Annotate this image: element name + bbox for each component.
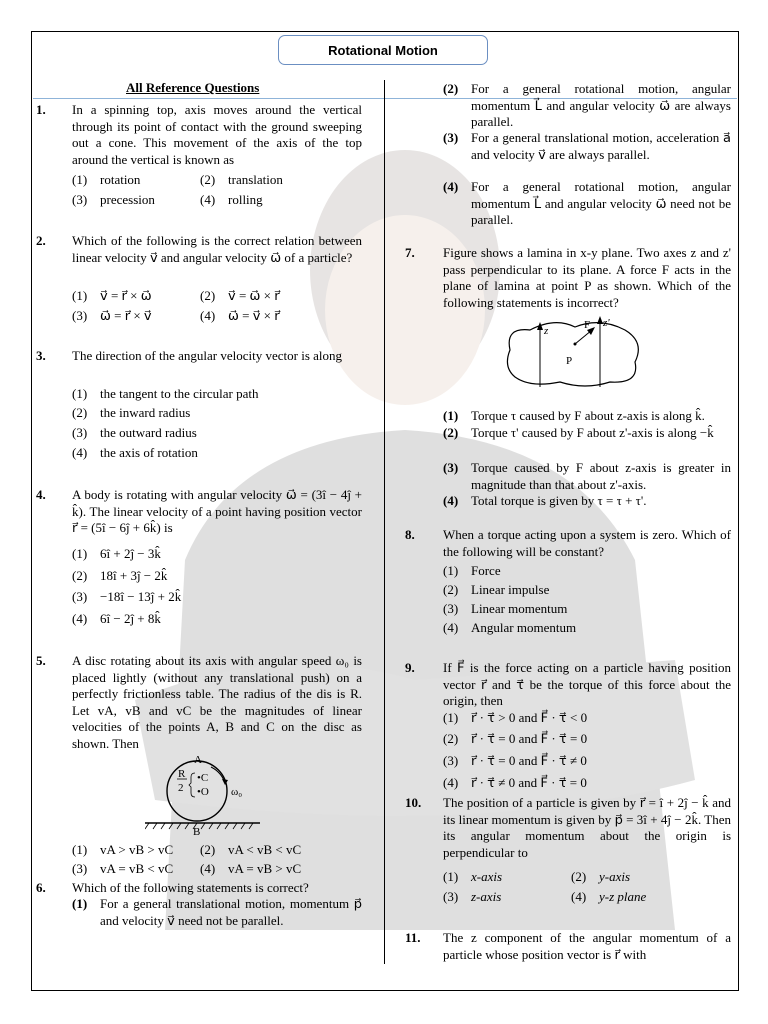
option-2: (2) vA < vB < vC	[200, 842, 302, 857]
option-3: (3) −18î − 13ĵ + 2k̂	[72, 589, 182, 604]
option-2: (2) Linear impulse	[443, 582, 550, 597]
question-text: A disc rotating about its axis with angular speed ω₀ is placed lightly (without any translational push) on a perfectly frictionless table. The radius of the dis is R. Let vA, vB and vC be the magnitudes of linear velocities of the points A, B and C on the disc as shown. Then	[72, 653, 362, 751]
label-A: A	[194, 755, 202, 766]
question-number: 1.	[36, 102, 46, 117]
option-4: (4) rolling	[200, 192, 263, 207]
option-3: (3) Linear momentum	[443, 601, 568, 616]
question-number: 6.	[36, 880, 46, 895]
option-3: (3) precession	[72, 192, 155, 207]
disc-figure	[145, 755, 265, 835]
question-number: 8.	[405, 527, 415, 542]
lamina-figure	[500, 312, 650, 392]
question-number: 5.	[36, 653, 46, 668]
option-3: (3) the outward radius	[72, 425, 197, 440]
label-2: 2	[178, 782, 184, 794]
option-3: (3) z-axis	[443, 889, 502, 904]
option-2: (2) r⃗ · τ⃗ = 0 and F⃗ · τ⃗ = 0	[443, 731, 588, 746]
option-2: (2) 18î + 3ĵ − 2k̂	[72, 568, 168, 583]
label-B: B	[193, 826, 201, 835]
question-number: 3.	[36, 348, 46, 363]
label-P: P	[566, 355, 573, 367]
option-2: (2) translation	[200, 172, 283, 187]
option-4: (4) r⃗ · τ⃗ ≠ 0 and F⃗ · τ⃗ = 0	[443, 775, 587, 790]
option-4: (4) vA = vB > vC	[200, 861, 302, 876]
option-4: (4) y-z plane	[571, 889, 647, 904]
question-text: If F⃗ is the force acting on a particle having position vector r⃗ and τ⃗ be the torque of this force about the origin, then	[443, 660, 731, 708]
option-4: (4) 6î − 2ĵ + 8k̂	[72, 611, 161, 626]
question-text: The direction of the angular velocity vector is along	[72, 348, 343, 363]
option-1: (1) Force	[443, 563, 501, 578]
option-2: (2) v⃗ = ω⃗ × r⃗	[200, 288, 280, 303]
label-z: z	[544, 325, 549, 337]
question-text: A body is rotating with angular velocity ω⃗ = (3î − 4ĵ + k̂). The linear velocity of a point having position vector r⃗ = (5î − 6ĵ + 6k̂) is	[72, 487, 362, 535]
question-text: Figure shows a lamina in x-y plane. Two axes z and z' pass perpendicular to its plane. A force F acts in the plane of lamina at point P as shown. Which of the following statements is incorrect?	[443, 245, 731, 310]
question-text: In a spinning top, axis moves around the vertical through its point of contact with the ground sweeping out a cone. This movement of the axis of the top around the vertical is known as	[72, 102, 362, 167]
option-3: (3) ω⃗ = r⃗ × v⃗	[72, 308, 152, 323]
option-1: (1) v⃗ = r⃗ × ω⃗	[72, 288, 152, 303]
label-z-prime: z'	[603, 317, 610, 329]
option-1: (1) vA > vB > vC	[72, 842, 174, 857]
section-heading: All Reference Questions	[126, 80, 260, 95]
option-2: (2) y-axis	[571, 869, 631, 884]
question-text: When a torque acting upon a system is zero. Which of the following will be constant?	[443, 527, 731, 559]
question-number: 11.	[405, 930, 421, 945]
label-F: F	[584, 319, 591, 331]
question-number: 4.	[36, 487, 46, 502]
question-text: The position of a particle is given by r⃗ = î + 2ĵ − k̂ and its linear momentum is given by p⃗ = 3î + 4ĵ − 2k̂. Then its angular momentum about the origin is perpendicular to	[443, 795, 731, 860]
question-text: Which of the following statements is correct?	[72, 880, 309, 895]
option-2: (2) the inward radius	[72, 405, 191, 420]
option-1: (1) r⃗ · τ⃗ > 0 and F⃗ · τ⃗ < 0	[443, 710, 588, 725]
column-divider	[384, 80, 385, 964]
question-number: 7.	[405, 245, 415, 260]
option-1: (1) x-axis	[443, 869, 503, 884]
page-title: Rotational Motion	[278, 35, 488, 65]
option-1: (1) the tangent to the circular path	[72, 386, 259, 401]
option-1: (1) rotation	[72, 172, 141, 187]
option-4: (4) ω⃗ = v⃗ × r⃗	[200, 308, 280, 323]
option-3: (3) vA = vB < vC	[72, 861, 174, 876]
label-C: •C	[197, 772, 209, 784]
option-1: (1) 6î + 2ĵ − 3k̂	[72, 546, 161, 561]
question-number: 10.	[405, 795, 422, 810]
question-number: 2.	[36, 233, 46, 248]
label-O: •O	[197, 786, 209, 798]
question-text: The z component of the angular momentum of a particle whose position vector is r⃗ with	[443, 930, 731, 962]
option-4: (4) the axis of rotation	[72, 445, 198, 460]
option-4: (4) Angular momentum	[443, 620, 577, 635]
label-R: R	[178, 768, 186, 780]
question-text: Which of the following is the correct relation between linear velocity v⃗ and angular velocity ω⃗ of a particle?	[72, 233, 362, 265]
question-number: 9.	[405, 660, 415, 675]
label-omega: ω₀	[231, 786, 243, 798]
option-3: (3) r⃗ · τ⃗ = 0 and F⃗ · τ⃗ ≠ 0	[443, 753, 587, 768]
